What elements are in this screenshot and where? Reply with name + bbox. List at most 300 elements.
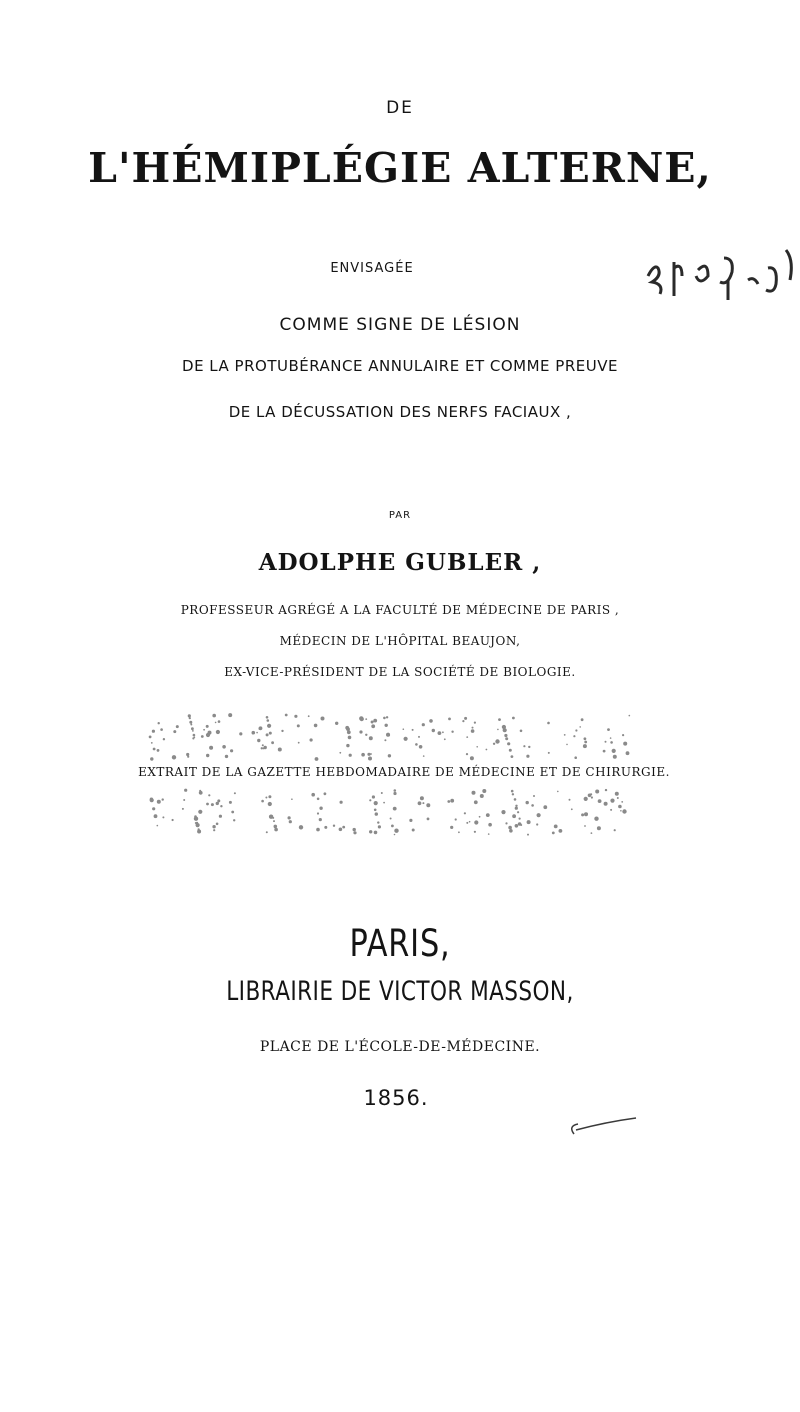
speckle-dot [591, 796, 593, 798]
speckle-dot [206, 803, 209, 806]
speckle-dot [361, 753, 365, 757]
speckle-dot [466, 736, 468, 738]
speckle-dot [289, 820, 292, 823]
speckle-dot [557, 791, 559, 793]
speckle-dot [264, 746, 267, 749]
speckle-dot [584, 812, 588, 816]
speckle-dot [536, 823, 538, 825]
speckle-dot [432, 729, 435, 732]
speckle-dot [624, 744, 626, 746]
speckle-dot [462, 720, 464, 722]
speckle-dot [186, 753, 189, 756]
speckle-dot [393, 792, 396, 795]
speckle-dot [310, 738, 313, 741]
speckle-dot [629, 715, 631, 717]
speckle-dot [151, 742, 153, 744]
publisher-name: LIBRAIRIE DE VICTOR MASSON, [226, 976, 574, 1007]
speckle-dot [581, 718, 584, 721]
speckle-dot [394, 829, 398, 833]
speckle-dot [183, 799, 185, 801]
speckle-dot [367, 753, 370, 756]
speckle-dot [547, 722, 550, 725]
speckle-dot [607, 728, 610, 731]
speckle-dot [626, 751, 630, 755]
imprint-city: PARIS, [349, 922, 451, 965]
publisher-address: PLACE DE L'ÉCOLE-DE-MÉDECINE. [259, 1039, 541, 1055]
library-stamp-mark [640, 240, 800, 310]
speckle-dot [422, 802, 424, 804]
speckle-dot [222, 745, 226, 749]
speckle-dot [216, 730, 220, 734]
speckle-dot [507, 742, 510, 745]
speckle-dot [444, 738, 446, 740]
speckle-dot [595, 790, 599, 794]
speckle-dot [472, 791, 476, 795]
speckle-dot [584, 741, 587, 744]
speckle-dot [228, 713, 232, 717]
speckle-dot [502, 725, 506, 729]
speckle-dot [230, 749, 233, 752]
speckle-dot [548, 722, 550, 724]
speckle-dot [404, 737, 408, 741]
subtitle-line-2: DE LA PROTUBÉRANCE ANNULAIRE ET COMME PREUVE [182, 357, 618, 375]
speckle-dot [427, 818, 430, 821]
speckle-dot [201, 735, 204, 738]
speckle-dot [571, 808, 573, 810]
speckle-dot [217, 799, 220, 802]
speckle-dot [583, 744, 587, 748]
speckle-dot [215, 722, 217, 724]
author-credential: PROFESSEUR AGRÉGÉ A LA FACULTÉ DE MÉDECINE DE PARIS , [180, 603, 620, 617]
speckle-dot [150, 798, 154, 802]
speckle-dot [206, 725, 209, 728]
speckle-dot [501, 810, 505, 814]
speckle-dot [610, 741, 613, 744]
speckle-dot [537, 813, 541, 817]
speckle-dot [509, 749, 512, 752]
speckle-dot [552, 832, 555, 835]
speckle-dot [239, 732, 242, 735]
speckle-dot [370, 753, 372, 755]
speckle-dot [594, 817, 598, 821]
speckle-dot [470, 756, 474, 760]
speckle-dot [622, 809, 626, 813]
speckle-dot [584, 737, 587, 740]
speckle-dot [268, 802, 272, 806]
speckle-dot [412, 829, 415, 832]
speckle-dot [371, 721, 374, 724]
speckle-dot [269, 815, 273, 819]
speckle-dot [519, 818, 521, 820]
speckle-dot [149, 736, 152, 739]
speckle-dot [346, 727, 350, 731]
publication-year: 1856. [363, 1086, 429, 1110]
speckle-dot [527, 834, 529, 836]
speckle-dot [566, 744, 568, 746]
speckle-dot [591, 832, 593, 834]
speckle-dot [482, 789, 486, 793]
speckle-dot [203, 729, 205, 731]
speckle-dot [162, 798, 164, 800]
speckle-dot [261, 800, 264, 803]
speckle-dot [208, 731, 212, 735]
speckle-dot [317, 798, 320, 801]
speckle-dot [194, 817, 198, 821]
speckle-dot [369, 799, 371, 801]
speckle-dot [192, 737, 194, 739]
speckle-dot [158, 722, 160, 724]
speckle-dot [393, 807, 397, 811]
subtitle-line-1: COMME SIGNE DE LÉSION [279, 315, 521, 335]
speckle-dot [597, 826, 601, 830]
speckle-dot [369, 830, 372, 833]
speckle-dot [604, 802, 608, 806]
speckle-dot [610, 737, 612, 739]
speckle-dot [493, 743, 495, 745]
speckle-dot [269, 732, 272, 735]
speckle-dot [387, 733, 390, 736]
speckle-dot [274, 825, 278, 829]
speckle-dot [359, 716, 363, 720]
speckle-dot [173, 730, 176, 733]
speckle-dot [359, 730, 362, 733]
speckle-dot [339, 828, 343, 832]
speckle-dot [209, 746, 213, 750]
speckle-dot [212, 714, 216, 718]
speckle-dot [189, 721, 192, 724]
speckle-dot [533, 795, 535, 797]
speckle-dot [198, 828, 200, 830]
speckle-dot [554, 825, 558, 829]
speckle-dot [394, 789, 397, 792]
speckle-dot [368, 757, 372, 761]
speckle-dot [365, 718, 367, 720]
speckle-dot [415, 743, 418, 746]
speckle-dot [342, 826, 345, 829]
speckle-dot [319, 818, 322, 821]
speckle-dot [152, 807, 155, 810]
envisagee-label: ENVISAGÉE [330, 261, 414, 276]
speckle-dot [621, 801, 623, 803]
speckle-dot [213, 829, 215, 831]
speckle-dot [375, 812, 378, 815]
speckle-dot [377, 821, 379, 823]
speckle-dot [268, 795, 271, 798]
author-credential: MÉDECIN DE L'HÔPITAL BEAUJON, [279, 634, 521, 648]
speckle-dot [515, 807, 518, 810]
speckle-dot [458, 831, 460, 833]
speckle-dot [373, 719, 377, 723]
speckle-dot [480, 794, 484, 798]
speckle-dot [564, 734, 566, 736]
speckle-dot [486, 813, 490, 817]
speckle-dot [569, 799, 571, 801]
speckle-dot [150, 798, 153, 801]
speckle-dot [505, 737, 508, 740]
speckle-dot [257, 739, 260, 742]
speckle-dot [387, 733, 389, 735]
speckle-dot [426, 803, 430, 807]
speckle-dot [199, 790, 201, 792]
speckle-dot [298, 742, 300, 744]
speckle-dot [486, 749, 488, 751]
speckle-dot [528, 746, 530, 748]
speckle-dot [163, 738, 165, 740]
speckle-dot [419, 745, 423, 749]
speckle-dot [197, 830, 201, 834]
speckle-dot [154, 814, 158, 818]
speckle-dot [471, 729, 475, 733]
speckle-dot [526, 801, 529, 804]
speckle-dot [385, 724, 388, 727]
speckle-dot [391, 825, 394, 828]
speckle-dot [374, 809, 377, 812]
speckle-dot [438, 731, 442, 735]
speckle-dot [196, 823, 200, 827]
speckle-dot [315, 757, 319, 761]
speckle-dot [193, 734, 196, 737]
speckle-dot [319, 807, 322, 810]
speckle-dot [543, 805, 547, 809]
speckle-dot [374, 831, 378, 835]
speckle-dot [504, 734, 507, 737]
speckle-dot [615, 792, 619, 796]
speckle-dot [526, 755, 529, 758]
speckle-dot [464, 812, 466, 814]
speckle-dot [157, 825, 159, 827]
speckle-dot [220, 805, 222, 807]
speckle-dot [388, 754, 391, 757]
speckle-dot [365, 734, 367, 736]
speckle-dot [384, 739, 386, 741]
speckle-dot [266, 733, 269, 736]
speckle-dot [579, 726, 581, 728]
speckle-dot [369, 736, 373, 740]
speckle-dot [285, 714, 288, 717]
speckle-dot [476, 746, 478, 748]
speckle-dot [190, 724, 192, 726]
speckle-dot [192, 730, 194, 732]
speckle-dot [347, 730, 351, 734]
speckle-dot [299, 825, 303, 829]
subtitle-line-3: DE LA DÉCUSSATION DES NERFS FACIAUX , [228, 403, 572, 421]
speckle-dot [420, 796, 424, 800]
speckle-dot [574, 756, 577, 759]
speckle-dot [603, 750, 606, 753]
speckle-dot [266, 716, 269, 719]
speckle-dot [371, 724, 375, 728]
speckle-dot [548, 752, 550, 754]
speckle-dot [498, 718, 501, 721]
book-title: L'HÉMIPLÉGIE ALTERNE, [88, 144, 712, 192]
speckle-dot [575, 729, 577, 731]
speckle-dot [234, 792, 236, 794]
speckle-dot [450, 826, 453, 829]
speckle-dot [590, 793, 592, 795]
speckle-dot [225, 755, 228, 758]
speckle-dot [620, 810, 622, 812]
speckle-dot [512, 793, 514, 795]
speckle-dot [152, 730, 155, 733]
speckle-dot [495, 739, 499, 743]
speckle-dot [274, 828, 278, 832]
speckle-dot [267, 724, 271, 728]
speckle-dot [348, 736, 352, 740]
speckle-dot [212, 825, 215, 828]
speckle-dot [559, 829, 563, 833]
speckle-dot [418, 801, 422, 805]
speckle-dot [381, 792, 383, 794]
speckle-dot [472, 727, 474, 729]
speckle-dot [271, 741, 274, 744]
speckle-dot [176, 725, 179, 728]
speckle-dot [474, 820, 478, 824]
speckle-dot [390, 818, 392, 820]
speckle-dot [623, 742, 627, 746]
speckle-dot [187, 756, 189, 758]
speckle-dot [610, 799, 614, 803]
speckle-dot [612, 749, 616, 753]
speckle-dot [394, 834, 396, 836]
speckle-dot [349, 754, 352, 757]
speckle-dot [423, 755, 425, 757]
speckle-dot [182, 808, 184, 810]
speckle-dot [288, 816, 291, 819]
speckle-dot [324, 826, 327, 829]
speckle-dot [252, 731, 256, 735]
speckle-dot [474, 722, 476, 724]
speckle-dot [505, 822, 507, 824]
speckle-dot [340, 801, 343, 804]
title-prefix: DE [386, 98, 414, 118]
speckle-dot [372, 795, 375, 798]
speckle-dot [618, 805, 622, 809]
speckle-dot [196, 822, 198, 824]
speckle-dot [474, 831, 476, 833]
speckle-dot [464, 717, 467, 720]
speckle-dot [195, 822, 197, 824]
speckle-dot [265, 797, 267, 799]
speckle-dot [383, 802, 385, 804]
speckle-dot [308, 715, 310, 717]
speckle-dot [272, 817, 274, 819]
ink-flourish [560, 1114, 640, 1144]
speckle-dot [466, 822, 468, 824]
speckle-dot [162, 816, 164, 818]
speckle-dot [311, 793, 315, 797]
speckle-dot [266, 831, 268, 833]
speckle-dot [263, 747, 265, 749]
speckle-dot [531, 804, 534, 807]
speckle-dot [527, 820, 531, 824]
speckle-dot [353, 828, 356, 831]
speckle-dot [324, 792, 327, 795]
speckle-dot [194, 815, 197, 818]
speckle-dot [517, 811, 519, 813]
speckle-dot [429, 719, 433, 723]
speckle-dot [617, 797, 619, 799]
speckle-dot [199, 791, 203, 795]
speckle-dot [157, 800, 161, 804]
par-label: PAR [388, 510, 412, 521]
speckle-dot [353, 831, 356, 834]
speckle-dot [509, 829, 513, 833]
speckle-dot [172, 755, 176, 759]
speckle-dot [466, 753, 468, 755]
speckle-dot [508, 826, 512, 830]
author-credential: EX-VICE-PRÉSIDENT DE LA SOCIÉTÉ DE BIOLOGIE. [224, 665, 576, 679]
speckle-dot [317, 812, 319, 814]
speckle-dot [229, 801, 232, 804]
author-name: ADOLPHE GUBLER , [258, 549, 542, 576]
speckle-dot [518, 822, 522, 826]
speckle-dot [409, 819, 412, 822]
speckle-dot [588, 794, 592, 798]
speckle-dot [512, 814, 516, 818]
speckle-dot [515, 824, 519, 828]
speckle-dot [474, 800, 478, 804]
speckle-dot [514, 798, 517, 801]
speckle-dot [150, 757, 153, 760]
speckle-dot [339, 752, 341, 754]
speckle-dot [321, 717, 325, 721]
speckle-dot [383, 717, 386, 720]
speckle-dot [586, 813, 588, 815]
speckle-dot [450, 799, 454, 803]
speckle-dot [259, 727, 262, 730]
speckle-dot [335, 722, 338, 725]
speckle-dot [584, 825, 586, 827]
speckle-dot [447, 800, 450, 803]
speckle-dot [573, 735, 575, 737]
speckle-dot [262, 744, 264, 746]
speckle-dot [386, 716, 388, 718]
speckle-dot [469, 821, 471, 823]
speckle-dot [614, 829, 616, 831]
speckle-dot [218, 720, 221, 723]
speckle-dot [412, 729, 414, 731]
speckle-dot [206, 733, 210, 737]
speckle-dot [184, 789, 187, 792]
speckle-dot [278, 748, 282, 752]
extract-notice: EXTRAIT DE LA GAZETTE HEBDOMADAIRE DE MÉDECINE ET DE CHIRURGIE. [138, 765, 670, 779]
speckle-dot [345, 726, 349, 730]
speckle-dot [511, 790, 514, 793]
speckle-dot [512, 717, 515, 720]
speckle-dot [198, 810, 202, 814]
speckle-dot [206, 754, 209, 757]
speckle-dot [211, 803, 214, 806]
speckle-dot [231, 811, 234, 814]
speckle-dot [172, 819, 174, 821]
speckle-dot [523, 745, 525, 747]
speckle-dot [605, 789, 607, 791]
speckle-dot [503, 728, 507, 732]
speckle-dot [455, 818, 457, 820]
speckle-dot [291, 798, 293, 800]
speckle-dot [189, 717, 191, 719]
speckle-dot [520, 730, 523, 733]
speckle-dot [216, 823, 219, 826]
speckle-dot [448, 718, 451, 721]
speckle-dot [479, 816, 481, 818]
speckle-dot [273, 820, 275, 822]
speckle-dot [346, 744, 349, 747]
speckle-dot [403, 728, 405, 730]
speckle-dot [259, 726, 263, 730]
speckle-dot [374, 801, 378, 805]
speckle-dot [520, 824, 522, 826]
